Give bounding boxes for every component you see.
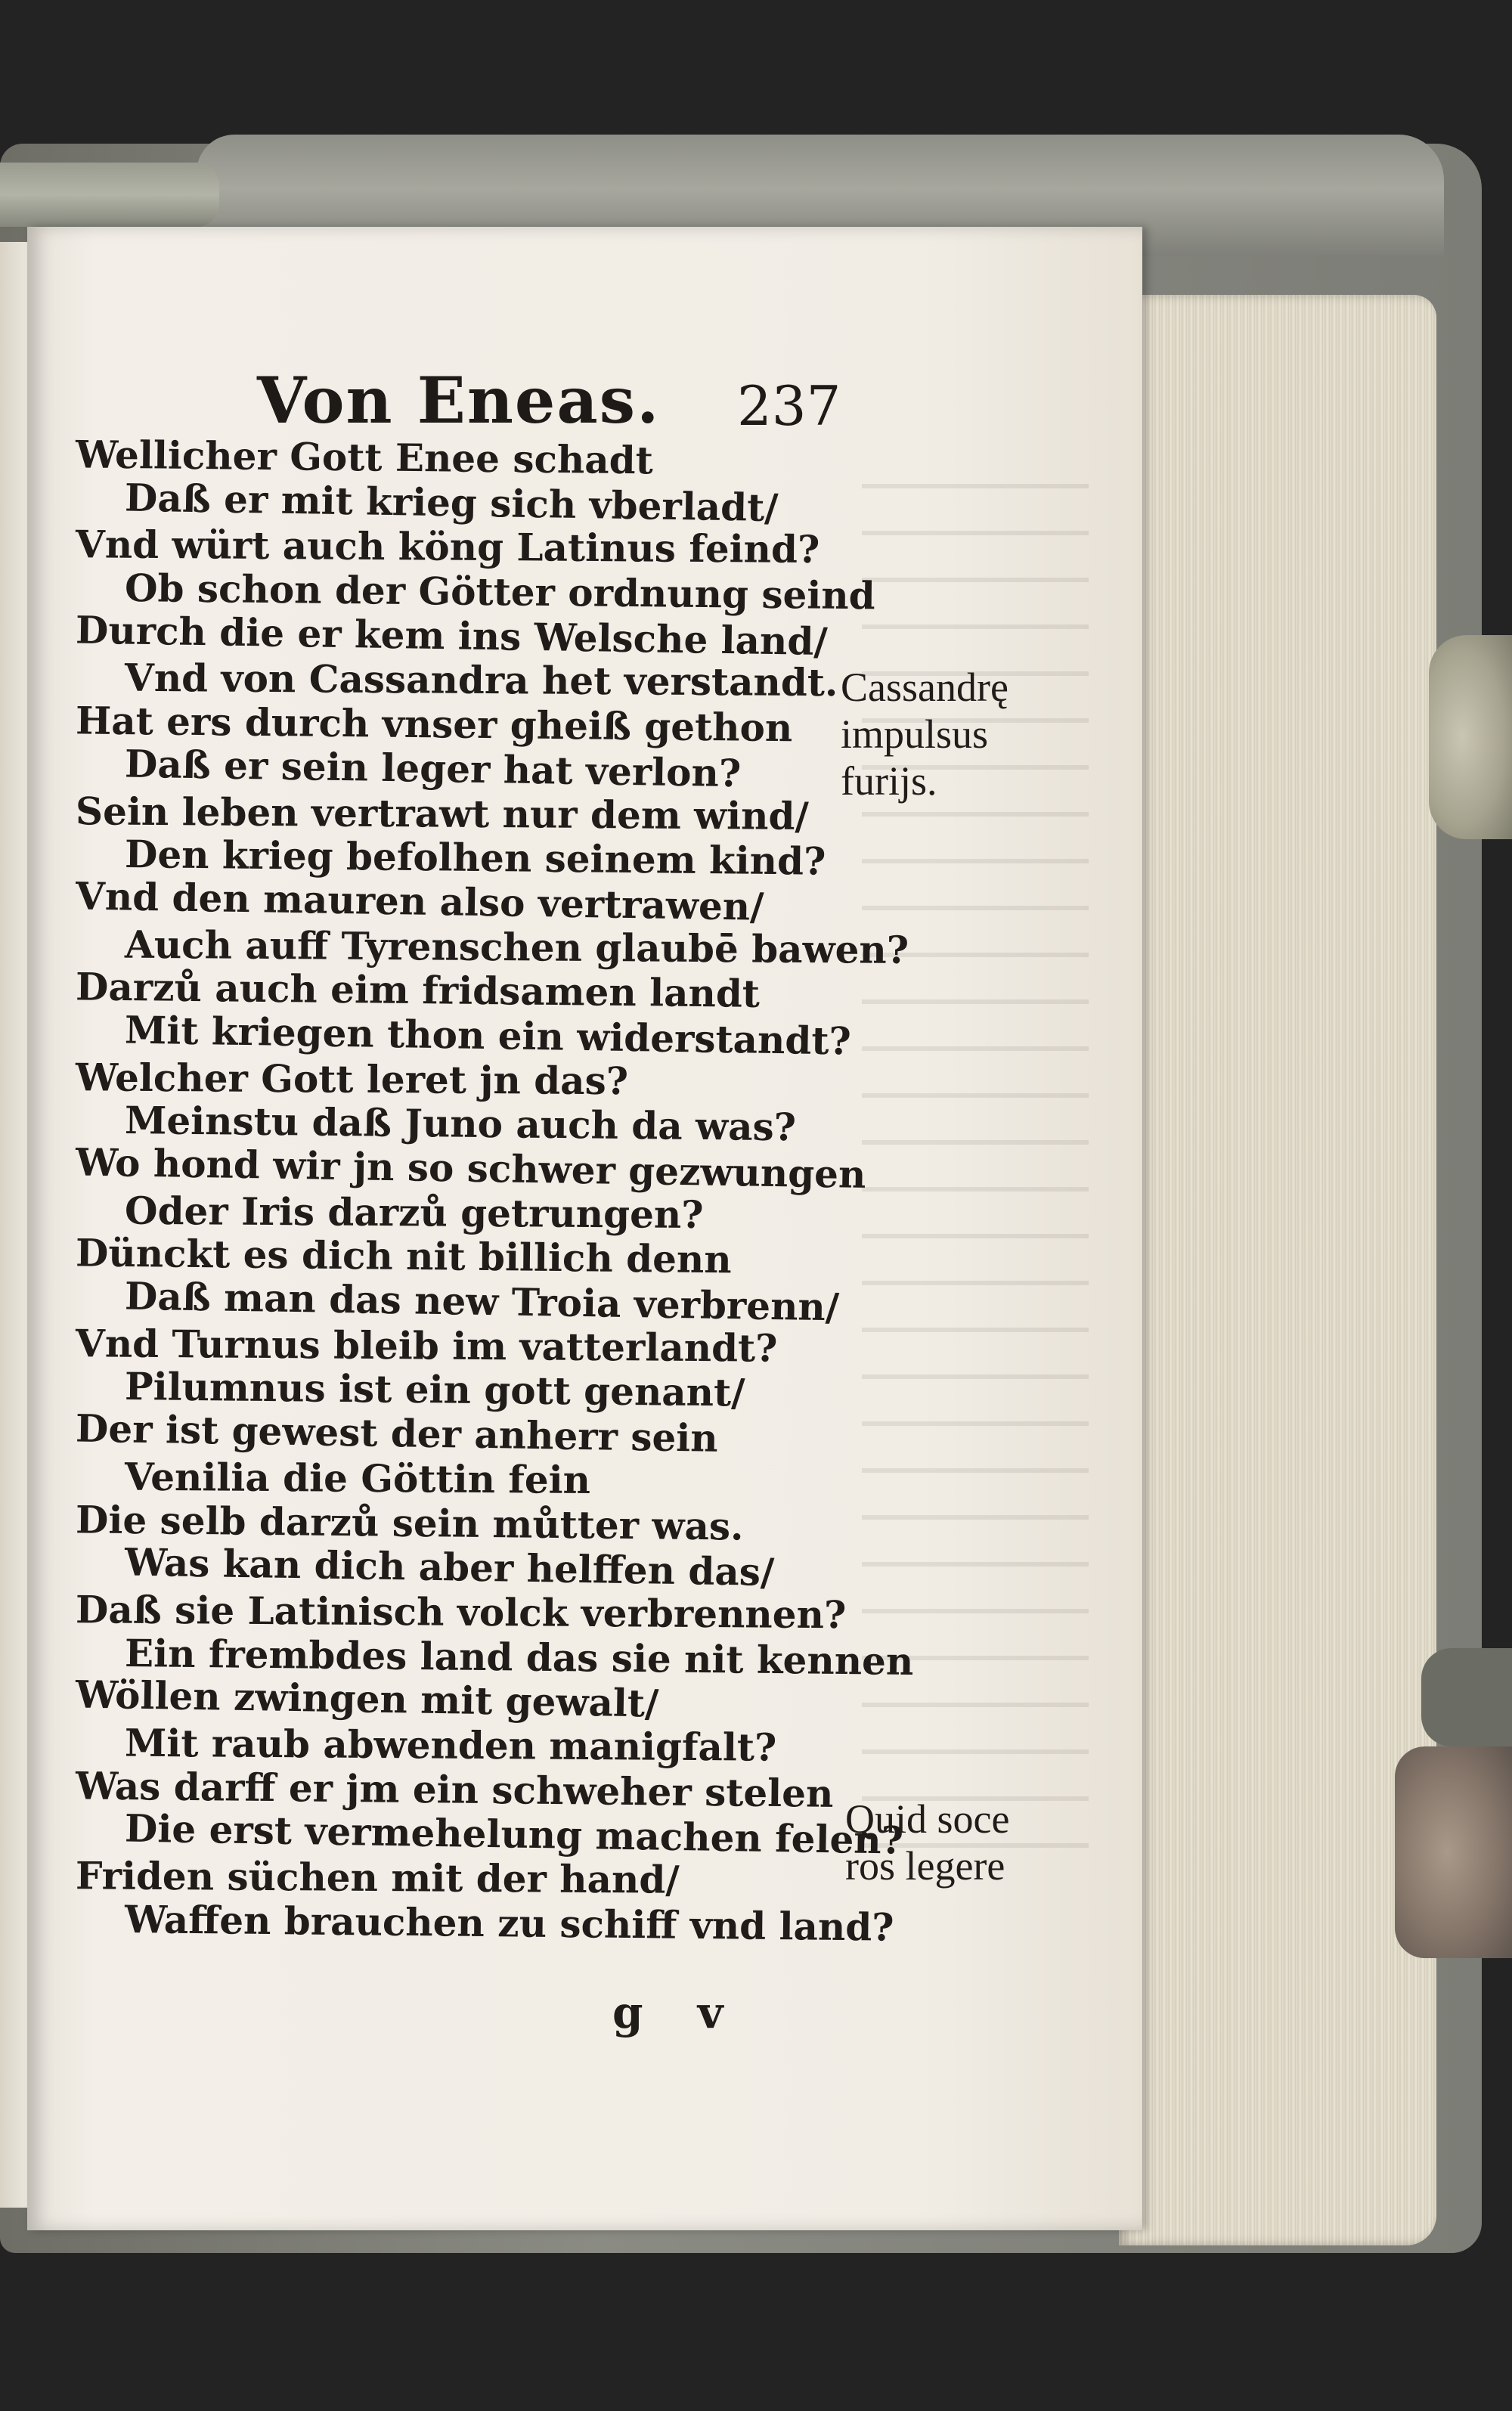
page-fore-edge	[1119, 295, 1436, 2245]
verse-line: Ein frembdes land das sie nit kennen	[124, 1630, 914, 1684]
verse-line: Darzů auch eim fridsamen landt	[75, 964, 761, 1017]
clasp-upper	[1429, 635, 1512, 839]
verse-line: Auch auff Tyrenschen glaubē bawen?	[124, 922, 909, 972]
margin-note-line: impulsus	[841, 711, 989, 757]
verse-line: Die selb darzů sein můtter was.	[75, 1496, 744, 1549]
verse-line: Vnd den mauren also vertrawen/	[75, 873, 764, 929]
verse-line: Friden süchen mit der hand/	[75, 1853, 680, 1902]
verse-line: Mit raub abwenden manigfalt?	[124, 1720, 777, 1770]
page-number: 237	[737, 374, 841, 438]
verse-line: Die erst vermehelung machen felen?	[124, 1805, 904, 1864]
verse-line: Daß er mit krieg sich vberladt/	[124, 475, 779, 530]
verse-line: Was kan dich aber helffen das/	[124, 1539, 775, 1595]
verse-block	[75, 432, 914, 1950]
verse-line: Wo hond wir jn so schwer gezwungen	[75, 1139, 866, 1197]
verse-line: Pilumnus ist ein gott genant/	[124, 1364, 745, 1416]
verse-line: Was darff er jm ein schweher stelen	[75, 1762, 834, 1816]
binding-strap	[0, 163, 219, 227]
verse-line: Der ist gewest der anherr sein	[75, 1405, 719, 1461]
verse-line: Wellicher Gott Enee schadt	[75, 432, 654, 483]
verse-line: Ob schon der Götter ordnung seind	[124, 566, 875, 618]
verse-line: Welcher Gott leret jn das?	[75, 1054, 629, 1103]
verse-line: Daß er sein leger hat verlon?	[124, 741, 742, 796]
verse-line: Oder Iris darzů getrungen?	[124, 1188, 704, 1237]
verse-line: Hat ers durch vnser gheiß gethon	[75, 698, 793, 751]
verse-line: Durch die er kem ins Welsche land/	[75, 607, 829, 664]
verse-line: Vnd Turnus bleib im vatterlandt?	[75, 1320, 778, 1371]
verse-line: Den krieg befolhen seinem kind?	[124, 832, 826, 884]
verse-line: Mit kriegen thon ein widerstandt?	[124, 1007, 852, 1064]
verse-line: Dünckt es dich nit billich denn	[75, 1230, 732, 1282]
facing-page-edge	[0, 242, 29, 2208]
verse-line: Venilia die Göttin fein	[124, 1454, 591, 1502]
signature-mark: g v	[612, 1987, 743, 2038]
verse-line: Meinstu daß Juno auch da was?	[124, 1098, 797, 1150]
margin-note-quid-soceros	[845, 1796, 1072, 1889]
clasp-lower-bar	[1421, 1648, 1512, 1746]
margin-note-cassandra	[841, 664, 1067, 804]
margin-note-line: Cassandrę	[841, 665, 1009, 710]
verse-line: Wöllen zwingen mit gewalt/	[75, 1672, 659, 1726]
clasp-lower	[1395, 1746, 1512, 1958]
margin-note-line: furijs.	[841, 758, 937, 804]
margin-note-line: Quid soce	[845, 1796, 1010, 1842]
margin-note-line: ros legere	[845, 1843, 1005, 1889]
running-header: Von Eneas.	[257, 363, 661, 438]
verse-line: Vnd von Cassandra het verstandt.	[124, 655, 838, 705]
verse-line: Vnd würt auch köng Latinus feind?	[75, 522, 820, 572]
verse-line: Waffen brauchen zu schiff vnd land?	[124, 1896, 894, 1950]
verse-line: Daß sie Latinisch volck verbrennen?	[75, 1587, 847, 1638]
verse-line: Sein leben vertrawt nur dem wind/	[75, 788, 809, 838]
verse-line: Daß man das new Troia verbrenn/	[124, 1273, 840, 1330]
